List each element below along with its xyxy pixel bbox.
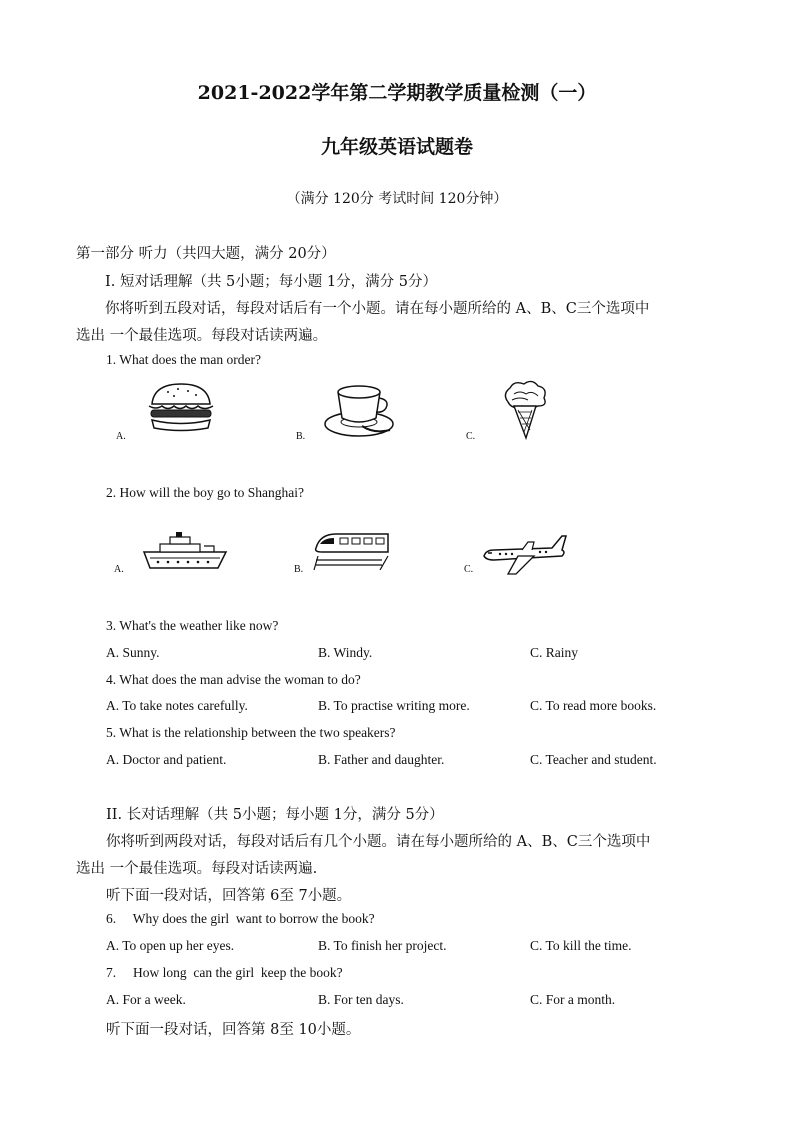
option-b: B. For ten days. [318, 992, 404, 1007]
instruction-line: 选出 一个最佳选项。每段对话读两遍。 [76, 328, 328, 344]
dialogue-lead: 听下面一段对话，回答第 8至 10小题。 [106, 1022, 361, 1038]
airplane-icon [482, 530, 568, 576]
option-label: A. [114, 564, 124, 575]
train-icon [312, 530, 392, 572]
section-title: I. 短对话理解（共 5小题；每小题 1分，满分 5分） [105, 274, 437, 290]
option-a: A. Doctor and patient. [106, 752, 227, 767]
option-b: B. Father and daughter. [318, 752, 445, 767]
option-a: A. Sunny. [106, 645, 160, 660]
question-text: 4. What does the man advise the woman to do? [106, 672, 361, 687]
question-text: 6. Why does the girl want to borrow the book? [106, 911, 375, 926]
option-label: B. [294, 564, 304, 575]
ice-cream-icon [500, 380, 550, 442]
question-text: 5. What is the relationship between the two speakers? [106, 725, 396, 740]
exam-note: （满分 120分 考试时间 120分钟） [286, 191, 508, 207]
option-label: B. [296, 431, 306, 442]
option-b: B. To practise writing more. [318, 698, 470, 713]
option-c: C. To kill the time. [530, 938, 632, 953]
exam-subtitle: 九年级英语试题卷 [320, 136, 473, 158]
question-text: 1. What does the man order? [106, 352, 261, 367]
hamburger-icon [146, 380, 216, 434]
option-label: A. [116, 431, 126, 442]
question-text: 2. How will the boy go to Shanghai? [106, 485, 304, 500]
instruction-line: 选出 一个最佳选项。每段对话读两遍. [76, 861, 318, 877]
question-text: 7. How long can the girl keep the book? [106, 965, 343, 980]
coffee-cup-icon [322, 380, 396, 440]
dialogue-lead: 听下面一段对话，回答第 6至 7小题。 [106, 888, 352, 904]
ship-icon [142, 532, 228, 572]
instruction-line: 你将听到两段对话，每段对话后有几个小题。请在每小题所给的 A、B、C三个选项中 [106, 834, 651, 850]
option-c: C. For a month. [530, 992, 616, 1007]
option-b: B. Windy. [318, 645, 373, 660]
option-a: A. For a week. [106, 992, 186, 1007]
option-a: A. To open up her eyes. [106, 938, 235, 953]
section-title: II. 长对话理解（共 5小题；每小题 1分，满分 5分） [106, 807, 444, 823]
option-c: C. Teacher and student. [530, 752, 657, 767]
part-heading: 第一部分 听力（共四大题，满分 20分） [76, 246, 336, 262]
instruction-line: 你将听到五段对话，每段对话后有一个小题。请在每小题所给的 A、B、C三个选项中 [105, 301, 650, 317]
option-c: C. Rainy [530, 645, 579, 660]
option-a: A. To take notes carefully. [106, 698, 248, 713]
option-b: B. To finish her project. [318, 938, 447, 953]
option-c: C. To read more books. [530, 698, 657, 713]
question-text: 3. What's the weather like now? [106, 618, 279, 633]
exam-title: 2021-2022学年第二学期教学质量检测（一） [197, 82, 597, 104]
option-label: C. [464, 564, 474, 575]
option-label: C. [466, 431, 476, 442]
